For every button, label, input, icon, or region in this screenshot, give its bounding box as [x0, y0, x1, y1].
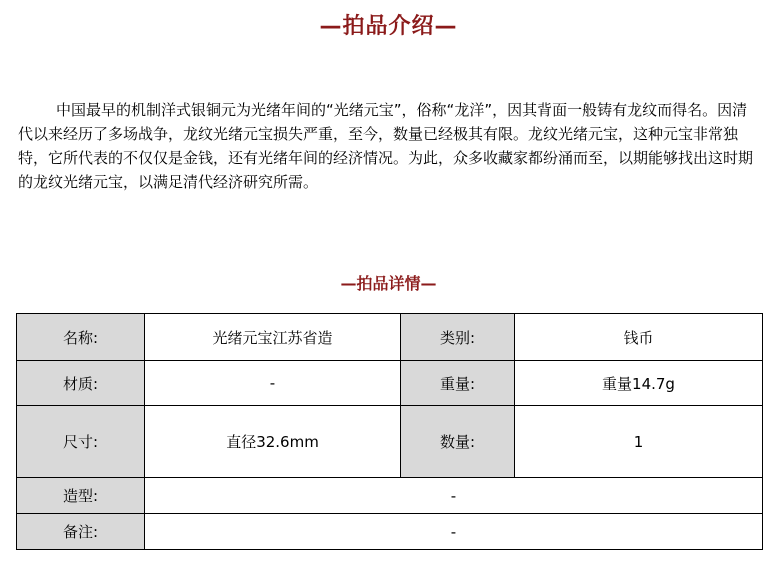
- material-label: 材质:: [17, 361, 145, 406]
- quantity-value: 1: [515, 406, 763, 478]
- table-row: [17, 314, 763, 361]
- quantity-label: 数量:: [401, 406, 515, 478]
- category-label: 类别:: [401, 314, 515, 361]
- table-row: [17, 361, 763, 406]
- remarks-value: -: [145, 514, 763, 550]
- category-value: 钱币: [515, 314, 763, 361]
- table-row: [17, 478, 763, 514]
- material-value: -: [145, 361, 401, 406]
- table-row: [17, 514, 763, 550]
- shape-label: 造型:: [17, 478, 145, 514]
- weight-label: 重量:: [401, 361, 515, 406]
- table-row: [17, 406, 763, 478]
- remarks-label: 备注:: [17, 514, 145, 550]
- name-value: 光绪元宝江苏省造: [145, 314, 401, 361]
- intro-paragraph: 中国最早的机制洋式银铜元为光绪年间的“光绪元宝”，俗称“龙洋”，因其背面一般铸有龙纹而得名。因清代以来经历了多场战争，龙纹光绪元宝损失严重，至今，数量已经极其有限。龙纹光绪元宝，这种元宝非常独特，它所代表的不仅仅是金钱，还有光绪年间的经济情况。为此，众多收藏家都纷涌而至，以期能够找出这时期的龙纹光绪元宝，以满足清代经济研究所需。: [18, 101, 754, 191]
- weight-value: 重量14.7g: [515, 361, 763, 406]
- details-title: —拍品详情—: [340, 274, 437, 293]
- page-title: —拍品介绍—: [319, 14, 458, 39]
- size-label: 尺寸:: [17, 406, 145, 478]
- size-value: 直径32.6mm: [145, 406, 401, 478]
- shape-value: -: [145, 478, 763, 514]
- name-label: 名称:: [17, 314, 145, 361]
- details-table: [16, 313, 763, 550]
